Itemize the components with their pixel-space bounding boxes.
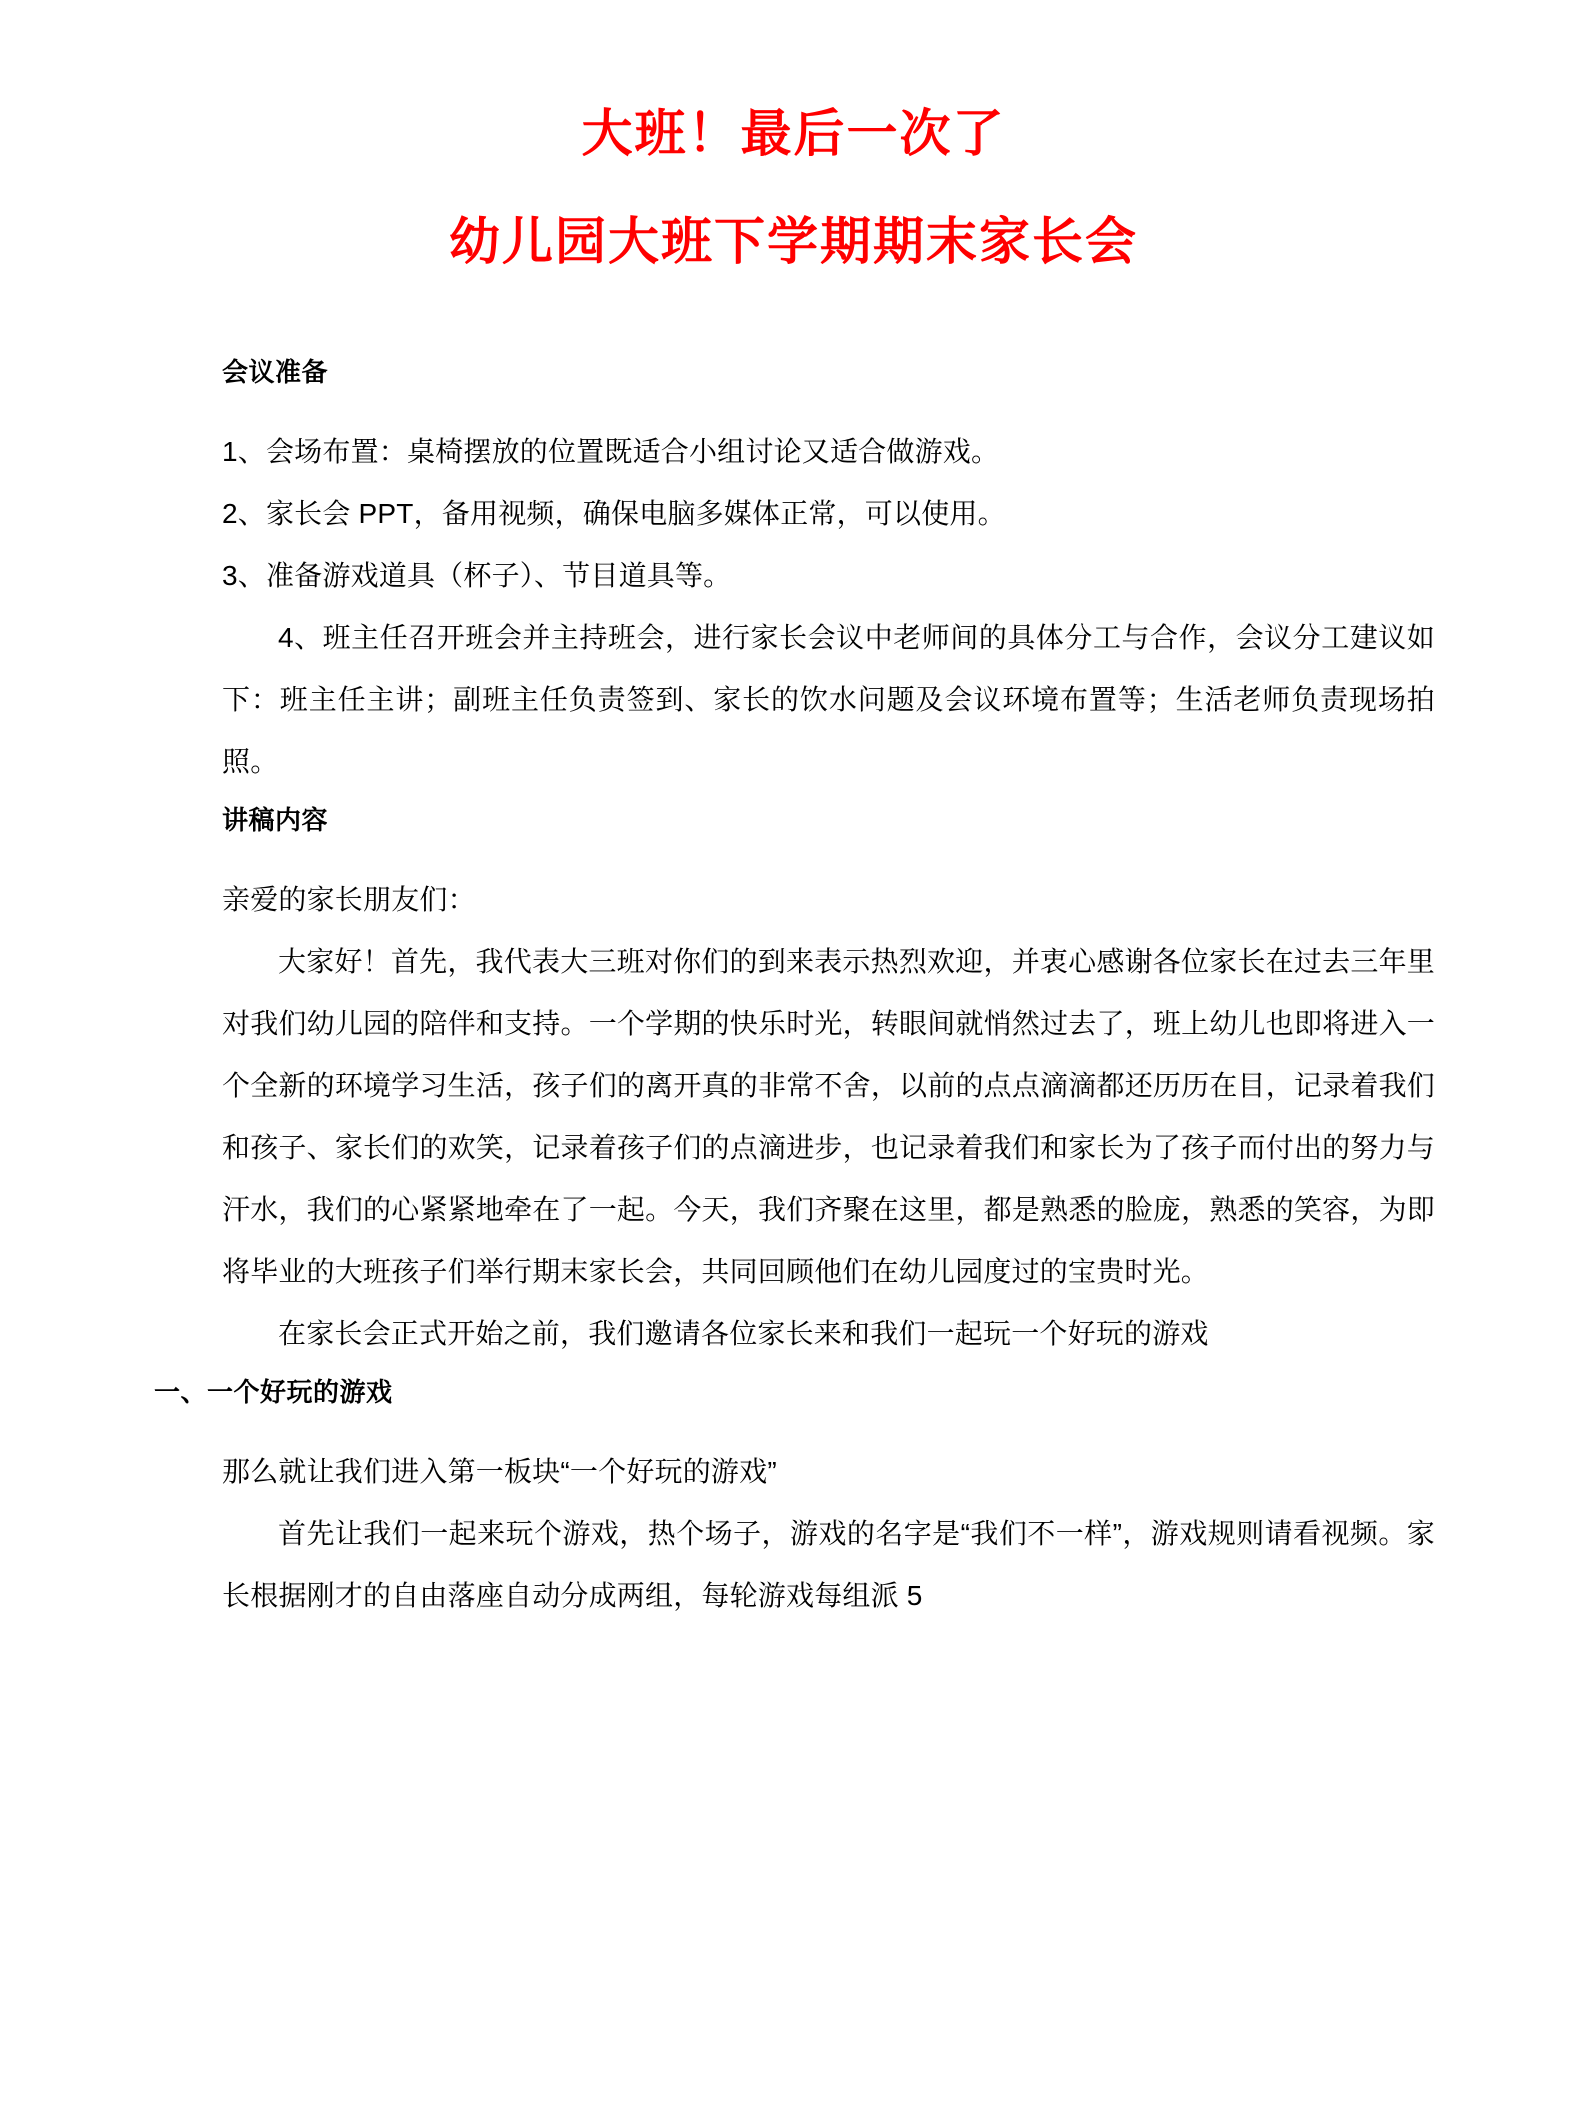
preparation-item-1: 1、会场布置：桌椅摆放的位置既适合小组讨论又适合做游戏。 xyxy=(222,436,1000,467)
document-title-line-2: 幼儿园大班下学期期末家长会 xyxy=(448,213,1138,270)
preparation-item-3: 3、准备游戏道具（杯子）、节目道具等。 xyxy=(222,560,732,591)
speech-invite-paragraph: 在家长会正式开始之前，我们邀请各位家长来和我们一起玩一个好玩的游戏 xyxy=(278,1318,1209,1349)
section-heading-meeting-preparation: 会议准备 xyxy=(222,357,329,387)
fun-game-paragraph-2: 首先让我们一起来玩个游戏，热个场子，游戏的名字是“我们不一样”，游戏规则请看视频。家长根据刚才的自由落座自动分成两组，每轮游戏每组派 5 xyxy=(222,1518,1435,1611)
preparation-item-4: 4、班主任召开班会并主持班会，进行家长会议中老师间的具体分工与合作，会议分工建议如下：班主任主讲；副班主任负责签到、家长的饮水问题及会议环境布置等；生活老师负责现场拍照。 xyxy=(222,622,1435,777)
speech-main-paragraph: 大家好！首先，我代表大三班对你们的到来表示热烈欢迎，并衷心感谢各位家长在过去三年里对我们幼儿园的陪伴和支持。一个学期的快乐时光，转眼间就悄然过去了，班上幼儿也即将进入一个全新的环境学习生活，孩子们的离开真的非常不舍，以前的点点滴滴都还历历在目，记录着我们和孩子、家长们的欢笑，记录着孩子们的点滴进步，也记录着我们和家长为了孩子而付出的努力与汗水，我们的心紧紧地牵在了一起。今天，我们齐聚在这里，都是熟悉的脸庞，熟悉的笑容，为即将毕业的大班孩子们举行期末家长会，共同回顾他们在幼儿园度过的宝贵时光。 xyxy=(222,946,1435,1287)
preparation-item-2: 2、家长会 PPT，备用视频，确保电脑多媒体正常，可以使用。 xyxy=(222,498,1006,529)
document-title-line-1: 大班！最后一次了 xyxy=(581,105,1006,162)
section-heading-speech-content: 讲稿内容 xyxy=(222,805,329,835)
fun-game-paragraph-1: 那么就让我们进入第一板块“一个好玩的游戏” xyxy=(222,1456,777,1487)
title-block xyxy=(0,105,1587,270)
section-spacer xyxy=(222,793,1435,807)
speech-salutation: 亲爱的家长朋友们： xyxy=(222,884,476,915)
section-heading-fun-game: 一、一个好玩的游戏 xyxy=(154,1377,393,1407)
document-body xyxy=(0,359,1587,1627)
